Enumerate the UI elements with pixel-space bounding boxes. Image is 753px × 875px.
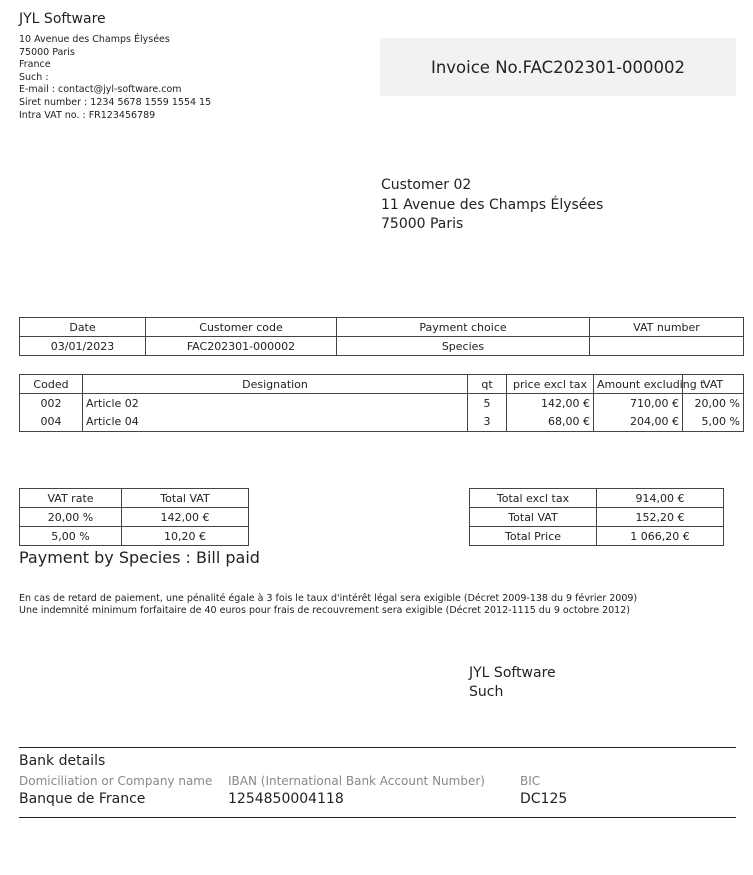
customer-address-line2: 75000 Paris xyxy=(381,216,464,232)
bank-iban-label: IBAN (International Bank Account Number) xyxy=(228,774,485,788)
item-vat-rate: 20,00 % xyxy=(683,394,744,413)
total-vat-value: 152,20 € xyxy=(597,508,724,527)
line-items-table xyxy=(19,374,744,432)
signature-name: Such xyxy=(469,684,504,700)
table-row xyxy=(20,394,744,413)
company-details xyxy=(19,34,211,122)
invoice-title-box xyxy=(380,38,736,96)
legal-notes xyxy=(19,593,637,616)
bank-details-title: Bank details xyxy=(19,753,106,769)
company-email: E-mail : contact@jyl-software.com xyxy=(19,84,182,96)
table-header-cell: Customer code xyxy=(146,318,337,337)
vat-breakdown-table xyxy=(19,488,249,546)
table-row xyxy=(20,527,249,546)
table-header-cell: Coded xyxy=(20,375,83,394)
company-such: Such : xyxy=(19,71,49,83)
vat-rate: 20,00 % xyxy=(20,508,122,527)
vat-rate: 5,00 % xyxy=(20,527,122,546)
table-row xyxy=(470,508,724,527)
totals-table xyxy=(469,488,724,546)
legal-note-line: Une indemnité minimum forfaitaire de 40 euros pour frais de recouvrement sera exigible (Décret 2012-1115 du 9 octobre 2012) xyxy=(19,604,630,616)
total-price-label: Total Price xyxy=(470,527,597,546)
table-header-row xyxy=(20,375,744,394)
customer-block xyxy=(381,176,603,235)
payment-status: Payment by Species : Bill paid xyxy=(19,548,260,567)
vat-total: 10,20 € xyxy=(122,527,249,546)
customer-name: Customer 02 xyxy=(381,177,472,193)
customer-address-line1: 11 Avenue des Champs Élysées xyxy=(381,196,604,213)
company-country: France xyxy=(19,59,51,71)
invoice-date: 03/01/2023 xyxy=(20,337,146,356)
signature-company: JYL Software xyxy=(469,665,556,681)
total-excl-tax-label: Total excl tax xyxy=(470,489,597,508)
item-quantity: 5 xyxy=(468,394,507,413)
table-header-cell: Date xyxy=(20,318,146,337)
invoice-title: Invoice No.FAC202301-000002 xyxy=(430,57,686,77)
table-header-row xyxy=(20,318,744,337)
table-header-cell: Amount excluding t xyxy=(594,375,683,394)
vat-total: 142,00 € xyxy=(122,508,249,527)
customer-code: FAC202301-000002 xyxy=(146,337,337,356)
company-address-line2: 75000 Paris xyxy=(19,46,75,58)
table-row xyxy=(20,413,744,432)
bank-domiciliation-label: Domiciliation or Company name xyxy=(19,774,213,788)
item-amount: 204,00 € xyxy=(594,413,683,432)
company-name: JYL Software xyxy=(19,11,106,27)
item-code: 002 xyxy=(20,394,83,413)
divider xyxy=(19,747,736,748)
table-header-cell: VAT xyxy=(683,375,744,394)
bank-iban-value: 1254850004118 xyxy=(228,791,344,807)
bank-bic-value: DC125 xyxy=(520,791,568,807)
total-vat-label: Total VAT xyxy=(470,508,597,527)
item-unit-price: 142,00 € xyxy=(507,394,594,413)
item-designation: Article 02 xyxy=(83,394,468,413)
payment-choice: Species xyxy=(337,337,590,356)
table-header-cell: price excl tax xyxy=(507,375,594,394)
item-vat-rate: 5,00 % xyxy=(683,413,744,432)
table-row xyxy=(470,489,724,508)
table-row xyxy=(20,337,744,356)
signature-block xyxy=(469,664,556,702)
item-amount: 710,00 € xyxy=(594,394,683,413)
vat-number xyxy=(590,337,744,356)
invoice-info-table xyxy=(19,317,744,356)
legal-note-line: En cas de retard de paiement, une pénalité égale à 3 fois le taux d'intérêt légal sera exigible (Décret 2009-138 du 9 février 2009) xyxy=(19,593,638,604)
bank-domiciliation-value: Banque de France xyxy=(19,791,146,807)
bank-bic-label: BIC xyxy=(520,774,541,788)
divider xyxy=(19,817,736,818)
table-header-cell: Total VAT xyxy=(122,489,249,508)
item-code: 004 xyxy=(20,413,83,432)
total-excl-tax-value: 914,00 € xyxy=(597,489,724,508)
table-header-cell: VAT number xyxy=(590,318,744,337)
table-row xyxy=(20,508,249,527)
table-header-cell: Designation xyxy=(83,375,468,394)
total-price-value: 1 066,20 € xyxy=(597,527,724,546)
table-header-cell: qt xyxy=(468,375,507,394)
item-unit-price: 68,00 € xyxy=(507,413,594,432)
table-header-cell: VAT rate xyxy=(20,489,122,508)
item-quantity: 3 xyxy=(468,413,507,432)
table-row xyxy=(470,527,724,546)
item-designation: Article 04 xyxy=(83,413,468,432)
company-siret: Siret number : 1234 5678 1559 1554 15 xyxy=(19,96,212,108)
company-address-line1: 10 Avenue des Champs Élysées xyxy=(19,34,170,45)
table-header-row xyxy=(20,489,249,508)
company-vat-number: Intra VAT no. : FR123456789 xyxy=(19,109,156,121)
table-header-cell: Payment choice xyxy=(337,318,590,337)
